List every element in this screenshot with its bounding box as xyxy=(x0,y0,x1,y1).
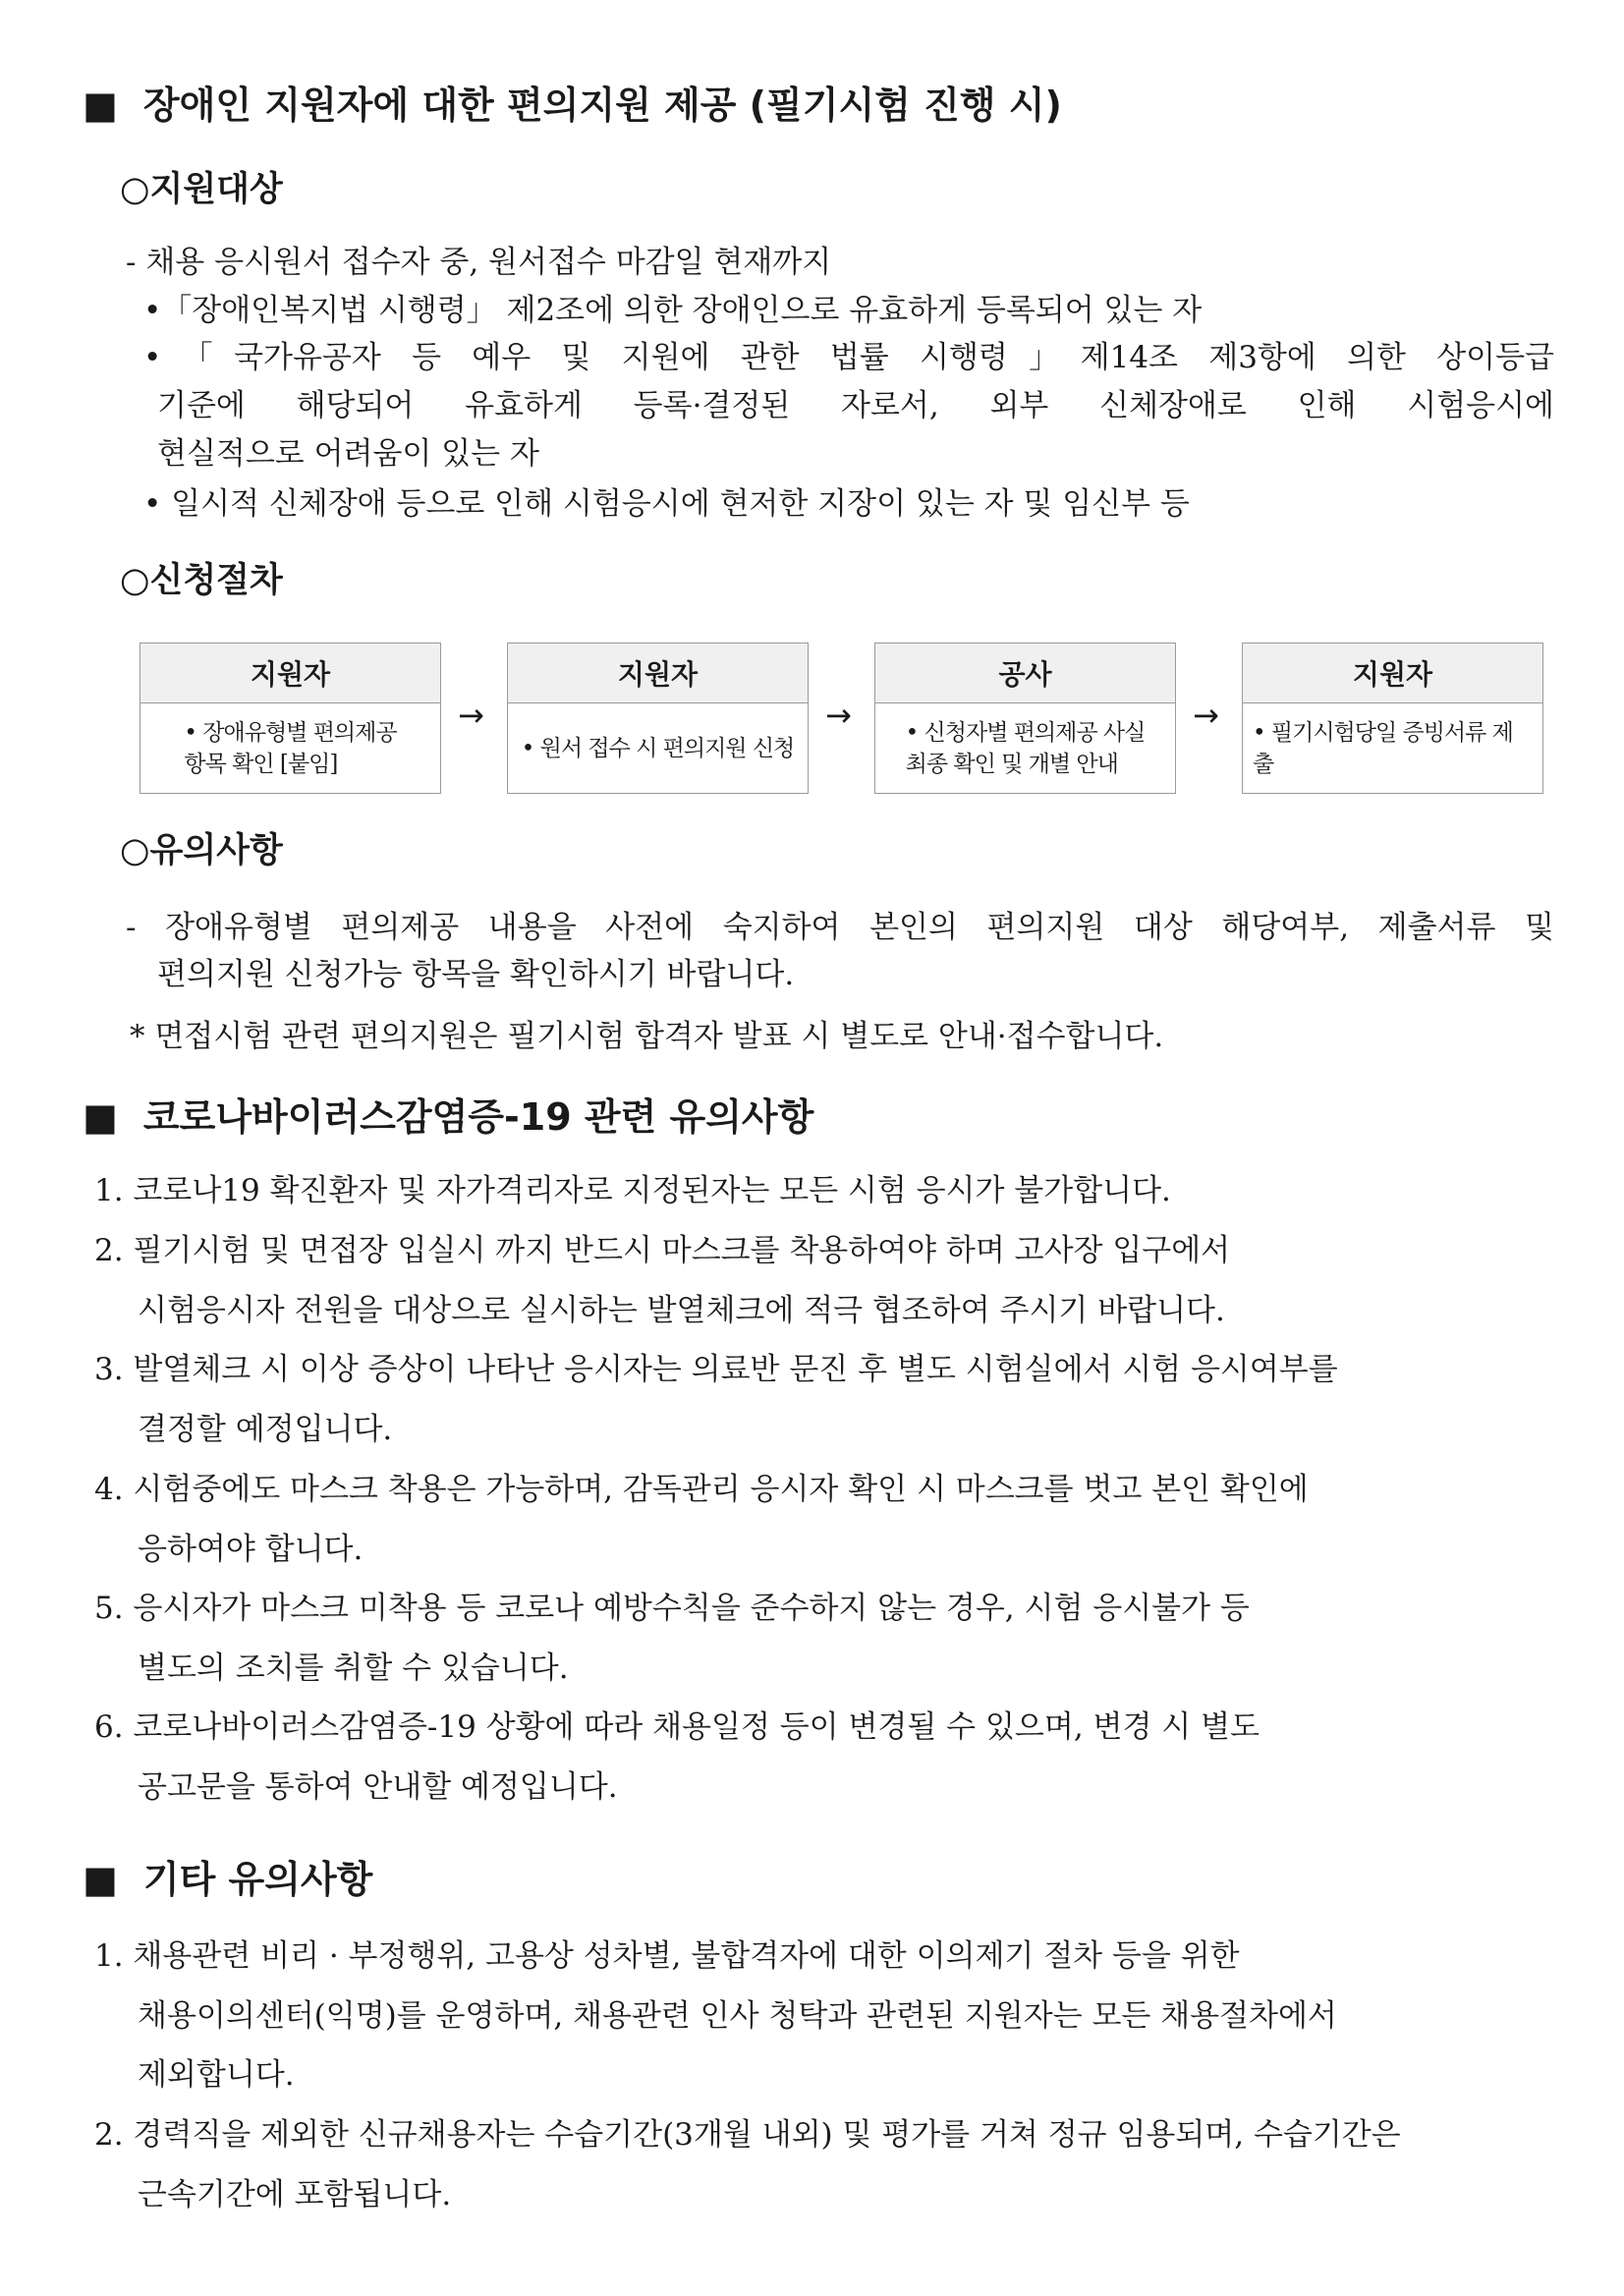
square-bullet-icon: ■ xyxy=(83,84,118,127)
section-title-disability-support: ■ 장애인 지원자에 대한 편의지원 제공 (필기시험 진행 시) xyxy=(83,84,1062,127)
subtitle-notes: ○유의사항 xyxy=(120,831,283,870)
covid-line: 별도의 조치를 취할 수 있습니다. xyxy=(138,1651,569,1686)
notes-line: * 면접시험 관련 편의지원은 필기시험 합격자 발표 시 별도로 안내·접수합니다. xyxy=(130,1019,1164,1054)
flow-step-head: 지원자 xyxy=(508,644,808,703)
section-title-covid: ■ 코로나바이러스감염증-19 관련 유의사항 xyxy=(83,1095,814,1139)
covid-line: 5. 응시자가 마스크 미착용 등 코로나 예방수칙을 준수하지 않는 경우, 시험 응시불가 등 xyxy=(94,1591,1250,1626)
covid-line: 공고문을 통하여 안내할 예정입니다. xyxy=(138,1769,618,1805)
arrow-right-icon: → xyxy=(1193,697,1219,734)
flow-step-head: 공사 xyxy=(875,644,1175,703)
notes-line: - 장애유형별 편의제공 내용을 사전에 숙지하여 본인의 편의지원 대상 해당여부, 제출서류 및 xyxy=(126,910,1554,945)
arrow-right-icon: → xyxy=(825,697,852,734)
covid-line: 2. 필기시험 및 면접장 입실시 까지 반드시 마스크를 착용하여야 하며 고사장 입구에서 xyxy=(94,1233,1231,1268)
covid-line: 응하여야 합니다. xyxy=(138,1532,364,1567)
covid-line: 결정할 예정입니다. xyxy=(138,1412,393,1447)
covid-line: 1. 코로나19 확진환자 및 자가격리자로 지정된자는 모든 시험 응시가 불가합니다. xyxy=(94,1173,1171,1208)
square-bullet-icon: ■ xyxy=(83,1095,118,1139)
flow-step xyxy=(507,643,809,794)
subtitle-target: ○지원대상 xyxy=(120,170,283,209)
other-line: 1. 채용관련 비리 · 부정행위, 고용상 성차별, 불합격자에 대한 이의제기 절차 등을 위한 xyxy=(94,1938,1240,1974)
covid-line: 3. 발열체크 시 이상 증상이 나타난 응시자는 의료반 문진 후 별도 시험실에서 시험 응시여부를 xyxy=(94,1352,1338,1387)
covid-line: 시험응시자 전원을 대상으로 실시하는 발열체크에 적극 협조하여 주시기 바랍니다. xyxy=(138,1293,1225,1328)
target-line: •「국가유공자 등 예우 및 지원에 관한 법률 시행령」제14조 제3항에 의한 상이등급 xyxy=(143,340,1554,375)
other-line: 근속기간에 포함됩니다. xyxy=(138,2177,452,2212)
flow-step-body: • 장애유형별 편의제공 항목 확인 [붙임] xyxy=(184,719,397,777)
square-bullet-icon: ■ xyxy=(83,1858,118,1901)
covid-line: 4. 시험중에도 마스크 착용은 가능하며, 감독관리 응시자 확인 시 마스크를 벗고 본인 확인에 xyxy=(94,1472,1309,1507)
covid-line: 6. 코로나바이러스감염증-19 상황에 따라 채용일정 등이 변경될 수 있으며, 변경 시 별도 xyxy=(94,1709,1260,1745)
other-line: 채용이의센터(익명)를 운영하며, 채용관련 인사 청탁과 관련된 지원자는 모든 채용절차에서 xyxy=(138,1998,1337,2034)
target-line: - 채용 응시원서 접수자 중, 원서접수 마감일 현재까지 xyxy=(126,245,832,280)
subtitle-procedure: ○신청절차 xyxy=(120,561,283,600)
other-line: 제외합니다. xyxy=(138,2057,295,2093)
target-line: • 일시적 신체장애 등으로 인해 시험응시에 현저한 지장이 있는 자 및 임신부 등 xyxy=(143,486,1190,522)
flow-step-head: 지원자 xyxy=(1243,644,1542,703)
target-line: 기준에 해당되어 유효하게 등록·결정된 자로서, 외부 신체장애로 인해 시험응시에 xyxy=(157,388,1554,423)
flow-step xyxy=(874,643,1176,794)
flow-step-body: • 필기시험당일 증빙서류 제출 xyxy=(1253,719,1513,777)
section-title-other: ■ 기타 유의사항 xyxy=(83,1858,373,1901)
flow-step-body: • 신청자별 편의제공 사실 최종 확인 및 개별 안내 xyxy=(905,719,1146,777)
flow-step-body: • 원서 접수 시 편의지원 신청 xyxy=(521,735,795,761)
target-line: •「장애인복지법 시행령」 제2조에 의한 장애인으로 유효하게 등록되어 있는 자 xyxy=(143,293,1203,328)
arrow-right-icon: → xyxy=(458,697,484,734)
target-line: 현실적으로 어려움이 있는 자 xyxy=(157,436,539,472)
flow-step xyxy=(140,643,441,794)
flow-step-head: 지원자 xyxy=(140,644,440,703)
notes-line: 편의지원 신청가능 항목을 확인하시기 바랍니다. xyxy=(157,957,795,992)
other-line: 2. 경력직을 제외한 신규채용자는 수습기간(3개월 내외) 및 평가를 거쳐 정규 임용되며, 수습기간은 xyxy=(94,2117,1401,2153)
flow-step xyxy=(1242,643,1543,794)
